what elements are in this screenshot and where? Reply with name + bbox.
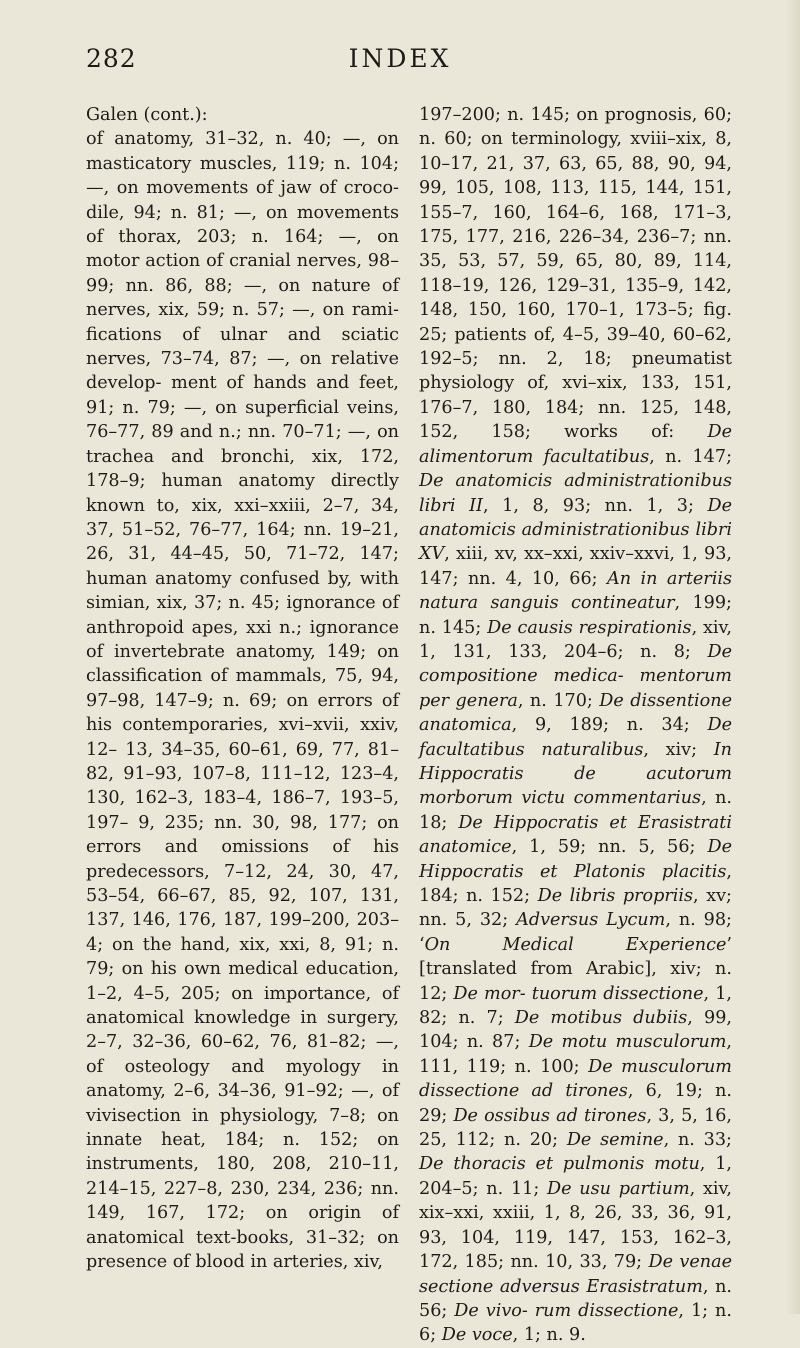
work-title: An in arteriis natura sanguis contineatur	[419, 568, 732, 614]
page-number: 282	[86, 44, 137, 73]
work-title: De libris propriis	[537, 886, 694, 906]
index-text: , 9, 189; n. 34;	[511, 715, 708, 736]
index-text: , n. 147;	[649, 446, 732, 467]
work-title: De semine	[566, 1130, 664, 1151]
index-text: , xiv, 1, 131, 133, 204–6; n. 8;	[419, 617, 732, 662]
work-title: De motu musculorum	[528, 1032, 727, 1053]
index-text: , 99, 104; n. 87;	[419, 1008, 733, 1053]
work-title: De usu partium	[547, 1178, 690, 1199]
index-text: , xiv;	[643, 739, 714, 760]
work-title: In Hippocratis de acutorum morborum victu commentarius	[419, 739, 732, 809]
work-title: De mor- tuorum dissectione	[453, 983, 704, 1004]
work-title: De thoracis et pulmonis motu	[419, 1154, 700, 1175]
work-title: Adversus Lycum	[516, 910, 666, 931]
index-column-left	[86, 103, 399, 1275]
work-title: De alimentorum facultatibus	[419, 422, 732, 467]
index-text: , 1, 204–5; n. 11;	[419, 1154, 732, 1199]
work-title: De motibus dubiis	[514, 1008, 688, 1029]
work-title: De ossibus ad tirones	[453, 1105, 647, 1126]
work-title: De anatomicis administrationibus libri XV	[419, 495, 732, 565]
index-text: , 199; n. 145;	[419, 593, 732, 638]
work-title: De Hippocratis et Erasistrati anatomice	[419, 812, 732, 858]
index-text: , 6, 19; n. 29;	[419, 1081, 733, 1126]
index-text: , 1, 8, 93; nn. 1, 3;	[483, 495, 708, 516]
index-text: , xiii, xv, xx–xxi, xxiv–xxvi, 1, 93, 147; nn. 4, 10, 66;	[419, 544, 732, 589]
work-title: De venae sectione adversus Erasistratum	[419, 1252, 732, 1297]
work-title: De musculorum dissectione ad tirones	[419, 1056, 732, 1102]
index-text: , xiv, xix–xxi, xxiii, 1, 8, 26, 33, 36, 91, 93, 104, 119, 147, 153, 162–3, 172, 185; nn. 10, 33, 79;	[419, 1178, 732, 1273]
index-text: 197–200; n. 145; on prognosis, 60; n. 60; on terminology, xviii–xix, 8, 10–17, 21, 37, 63, 65, 88, 90, 94, 99, 105, 108, 113, 115, 144, 151, 155–7, 160, 164–6, 168, 171–3, 175, 177, 216, 226–34, 236–7; nn. 35, 53, 57, 59, 65, 80, 89, 114, 118–19, 126, 129–31, 135–9, 142, 148, 150, 160, 170–1, 173–5; fig. 25; patients of, 4–5, 39–40, 60–62, 192–5; nn. 2, 18; pneumatist physiology of, xvi–xix, 133, 151, 176–7, 180, 184; nn. 125, 148, 152, 158; works of:	[419, 105, 732, 443]
index-text: , n. 170;	[517, 690, 600, 711]
index-text: , 1, 82; n. 7;	[419, 983, 732, 1029]
work-title: De dissentione anatomica	[419, 690, 732, 736]
index-text: , 184; n. 152;	[419, 861, 732, 906]
work-title: De Hippocratis et Platonis placitis	[419, 837, 732, 882]
work-title: De anatomicis administrationibus libri II	[419, 471, 732, 516]
work-title: De voce	[441, 1325, 513, 1346]
index-text: , 3, 5, 16, 25, 112; n. 20;	[419, 1105, 732, 1151]
work-title: De compositione medica- mentorum per genera	[419, 641, 732, 711]
index-text: , 111, 119; n. 100;	[419, 1032, 732, 1077]
index-text: , n. 98; ‘	[419, 910, 732, 955]
running-head: INDEX	[348, 44, 452, 73]
index-text: ’ [translated from Arabic], xiv; n. 12;	[419, 934, 732, 1004]
entry-heading: Galen (cont.):	[86, 105, 208, 125]
index-text: , n. 18;	[419, 788, 733, 833]
index-text: , 1, 59; nn. 5, 56;	[511, 837, 708, 858]
index-text: , n. 56;	[419, 1276, 732, 1321]
work-title: De vivo- rum dissectione	[454, 1300, 679, 1321]
entry-text: of anatomy, 31–32, n. 40; —, on masticatory muscles, 119; n. 104; —, on movements of jaw of croco- dile, 94; n. 81; —, on movements of thorax, 203; n. 164; —, on motor action of cranial nerves, 98– 99; nn. 86, 88; —, on nature of nerves, xix, 59; n. 57; —, on rami- fications of ulnar and sciatic nerves, 73–74, 87; —, on relative develop- ment of hands and feet, 91; n. 79; —, on superficial veins, 76–77, 89 and n.; nn. 70–71; —, on trachea and bronchi, xix, 172, 178–9; human anatomy directly known to, xix, xxi–xxiii, 2–7, 34, 37, 51–52, 76–77, 164; nn. 19–21, 26, 31, 44–45, 50, 71–72, 147; human anatomy confused by, with simian, xix, 37; n. 45; ignorance of anthropoid apes, xxi n.; ignorance of invertebrate anatomy, 149; on classification of mammals, 75, 94, 97–98, 147–9; n. 69; on errors of his contemporaries, xvi–xvii, xxiv, 12– 13, 34–35, 60–61, 69, 77, 81–82, 91–93, 107–8, 111–12, 123–4, 130, 162–3, 183–4, 186–7, 193–5, 197– 9, 235; nn. 30, 98, 177; on errors and omissions of his predecessors, 7–12, 24, 30, 47, 53–54, 66–67, 85, 92, 107, 131, 137, 146, 176, 187, 199–200, 203–4; on the hand, xix, xxi, 8, 91; n. 79; on his own medical education, 1–2, 4–5, 205; on importance, of anatomical knowledge in surgery, 2–7, 32–36, 60–62, 76, 81–82; —, of osteology and myology in anatomy, 2–6, 34–36, 91–92; —, of vivisection in physiology, 7–8; on innate heat, 184; n. 152; on instruments, 180, 208, 210–11, 214–15, 227–8, 230, 234, 236; nn. 149, 167, 172; on origin of anatomical text-books, 31–32; on presence of blood in arteries, xiv,	[86, 129, 399, 1273]
index-text: , 1; n. 6;	[419, 1300, 732, 1346]
index-column-right	[419, 103, 732, 1348]
index-text: , xv; nn. 5, 32;	[419, 886, 732, 931]
index-text: , n. 33;	[663, 1130, 732, 1151]
index-text: , 1; n. 9.	[512, 1325, 586, 1346]
work-title: On Medical Experience	[424, 934, 727, 955]
work-title: De causis respirationis	[487, 617, 692, 638]
page-header	[0, 44, 800, 84]
page-edge	[786, 0, 800, 1314]
work-title: De facultatibus naturalibus	[419, 715, 732, 760]
